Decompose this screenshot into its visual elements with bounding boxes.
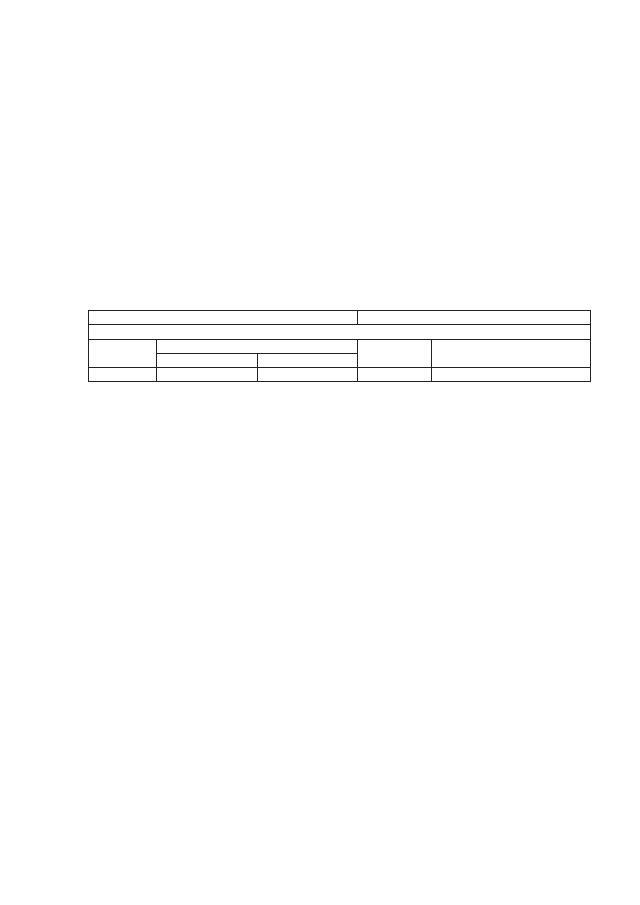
column-number [432, 368, 591, 382]
header-coordinates [157, 339, 358, 353]
column-number [157, 368, 258, 382]
land-plot-label [89, 311, 358, 325]
column-number [89, 368, 157, 382]
coordinates-table-zu66 [88, 310, 591, 382]
column-number-row [89, 368, 591, 382]
header-row [89, 339, 591, 353]
column-number [258, 368, 358, 382]
header-x [157, 353, 258, 367]
zone-label [89, 325, 157, 339]
zone-value [157, 325, 591, 339]
land-plot-row [89, 311, 591, 325]
header-point-designation [89, 339, 157, 368]
header-accuracy [358, 339, 432, 368]
column-number [358, 368, 432, 382]
land-plot-value [358, 311, 591, 325]
zone-row [89, 325, 591, 339]
header-y [258, 353, 358, 367]
header-description [432, 339, 591, 368]
